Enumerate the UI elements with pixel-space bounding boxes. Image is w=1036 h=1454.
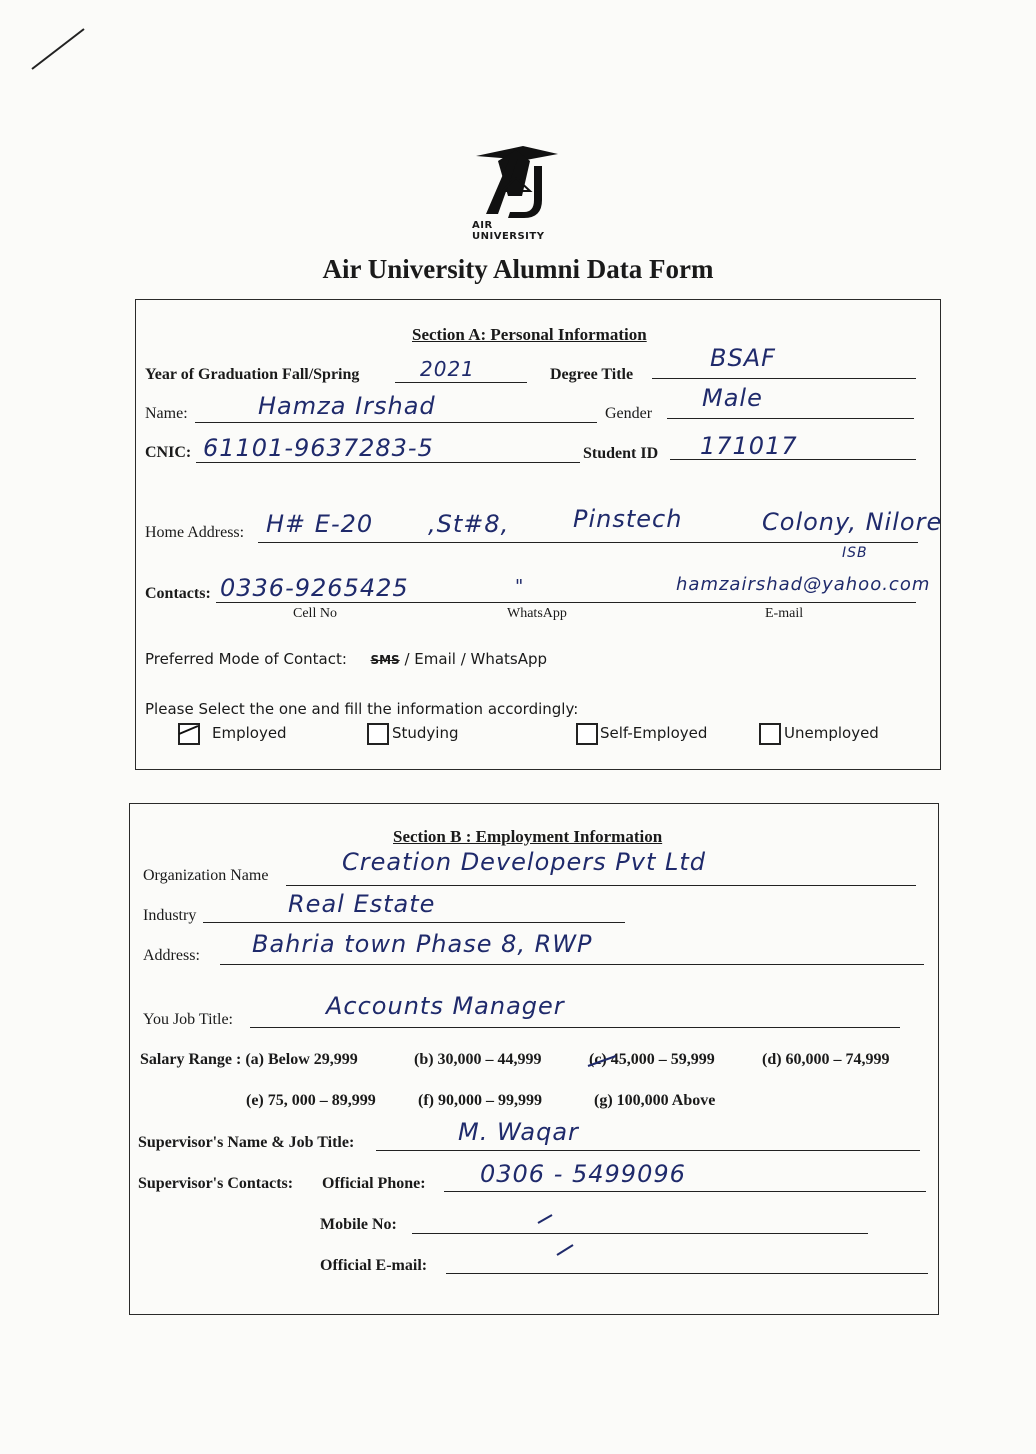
- supervisor-name-label: Supervisor's Name & Job Title:: [138, 1134, 355, 1151]
- degree-line: [652, 378, 916, 379]
- unemployed-checkbox[interactable]: [759, 723, 781, 745]
- email-caption: E-mail: [765, 606, 804, 621]
- section-b-heading: Section B : Employment Information: [393, 827, 663, 846]
- industry-label: Industry: [143, 907, 197, 924]
- industry-line: [203, 922, 625, 923]
- self-employed-label: Self-Employed: [600, 724, 708, 742]
- name-line: [195, 422, 597, 423]
- contacts-label: Contacts:: [145, 585, 211, 602]
- logo-wordmark: AIR UNIVERSITY: [472, 220, 545, 242]
- email-value[interactable]: hamzairshad@yahoo.com: [676, 574, 931, 595]
- salary-option-f[interactable]: (f) 90,000 – 99,999: [418, 1092, 542, 1109]
- ditto-mark: [536, 1212, 556, 1226]
- preferred-contact-label: Preferred Mode of Contact:: [145, 650, 347, 668]
- contacts-line: [216, 602, 916, 603]
- graduation-line: [395, 382, 527, 383]
- page-title: Air University Alumni Data Form: [322, 254, 714, 284]
- cell-value[interactable]: 0336-9265425: [220, 574, 409, 602]
- organization-value[interactable]: Creation Developers Pvt Ltd: [342, 848, 706, 876]
- mobile-label: Mobile No:: [320, 1216, 397, 1233]
- address-part-2[interactable]: ,St#8,: [428, 510, 510, 538]
- org-address-line: [220, 964, 924, 965]
- official-phone-value[interactable]: 0306 - 5499096: [480, 1160, 686, 1188]
- salary-option-b[interactable]: (b) 30,000 – 44,999: [414, 1051, 542, 1068]
- cell-caption: Cell No: [293, 606, 337, 621]
- salary-option-g[interactable]: (g) 100,000 Above: [594, 1092, 716, 1109]
- section-a-heading: Section A: Personal Information: [412, 325, 647, 344]
- address-part-1[interactable]: H# E-20: [266, 510, 374, 538]
- cnic-label: CNIC:: [145, 444, 192, 461]
- supervisor-name-value[interactable]: M. Waqar: [458, 1118, 579, 1146]
- industry-value[interactable]: Real Estate: [288, 890, 436, 918]
- cnic-value[interactable]: 61101-9637283-5: [203, 434, 434, 462]
- corner-tick-mark: [28, 25, 88, 73]
- degree-value[interactable]: BSAF: [710, 344, 776, 372]
- address-part-3[interactable]: Pinstech: [573, 505, 683, 533]
- name-label: Name:: [145, 405, 188, 422]
- pref-other-modes[interactable]: / Email / WhatsApp: [404, 650, 548, 668]
- salary-option-e[interactable]: (e) 75, 000 – 89,999: [246, 1092, 376, 1109]
- employed-label: Employed: [212, 724, 287, 742]
- self-employed-checkbox[interactable]: [576, 723, 598, 745]
- job-title-label: You Job Title:: [143, 1011, 233, 1028]
- student-id-value[interactable]: 171017: [700, 432, 798, 460]
- university-logo: [468, 136, 568, 242]
- official-phone-line: [444, 1191, 926, 1192]
- studying-checkbox[interactable]: [367, 723, 389, 745]
- organization-label: Organization Name: [143, 867, 269, 884]
- official-phone-label: Official Phone:: [322, 1175, 426, 1192]
- address-part-4[interactable]: Colony, Nilore: [762, 508, 943, 536]
- salary-option-c[interactable]: (c) 45,000 – 59,999: [589, 1051, 715, 1068]
- home-address-label: Home Address:: [145, 524, 245, 541]
- org-address-value[interactable]: Bahria town Phase 8, RWP: [252, 930, 593, 958]
- whatsapp-caption: WhatsApp: [507, 606, 567, 621]
- job-title-line: [250, 1027, 900, 1028]
- name-value[interactable]: Hamza Irshad: [258, 392, 436, 420]
- official-email-line: [446, 1273, 928, 1274]
- supervisor-name-line: [376, 1150, 920, 1151]
- studying-label: Studying: [392, 724, 459, 742]
- gender-line: [667, 418, 914, 419]
- pref-sms[interactable]: SMS: [370, 653, 400, 667]
- mobile-line: [412, 1233, 868, 1234]
- cnic-line: [196, 462, 580, 463]
- salary-option-d[interactable]: (d) 60,000 – 74,999: [762, 1051, 890, 1068]
- org-address-label: Address:: [143, 947, 200, 964]
- graduation-label: Year of Graduation Fall/Spring: [145, 366, 360, 383]
- supervisor-contacts-label: Supervisor's Contacts:: [138, 1175, 294, 1192]
- check-mark-icon: [176, 720, 202, 746]
- unemployed-label: Unemployed: [784, 724, 879, 742]
- select-instruction: Please Select the one and fill the information accordingly:: [145, 700, 579, 718]
- gender-value[interactable]: Male: [702, 384, 763, 412]
- student-id-label: Student ID: [583, 445, 659, 462]
- preferred-contact-row: [145, 650, 547, 668]
- degree-label: Degree Title: [550, 366, 634, 383]
- home-address-line: [258, 542, 918, 543]
- salary-range-label: Salary Range : (a) Below 29,999: [140, 1051, 358, 1068]
- ditto-mark: [555, 1242, 577, 1258]
- graduation-value[interactable]: 2021: [420, 357, 475, 381]
- official-email-label: Official E-mail:: [320, 1257, 428, 1274]
- address-part-5[interactable]: ISB: [842, 545, 868, 561]
- job-title-value[interactable]: Accounts Manager: [326, 992, 565, 1020]
- gender-label: Gender: [605, 405, 653, 422]
- whatsapp-value[interactable]: ": [515, 576, 525, 597]
- selection-strike-mark: [586, 1052, 620, 1070]
- organization-line: [286, 885, 916, 886]
